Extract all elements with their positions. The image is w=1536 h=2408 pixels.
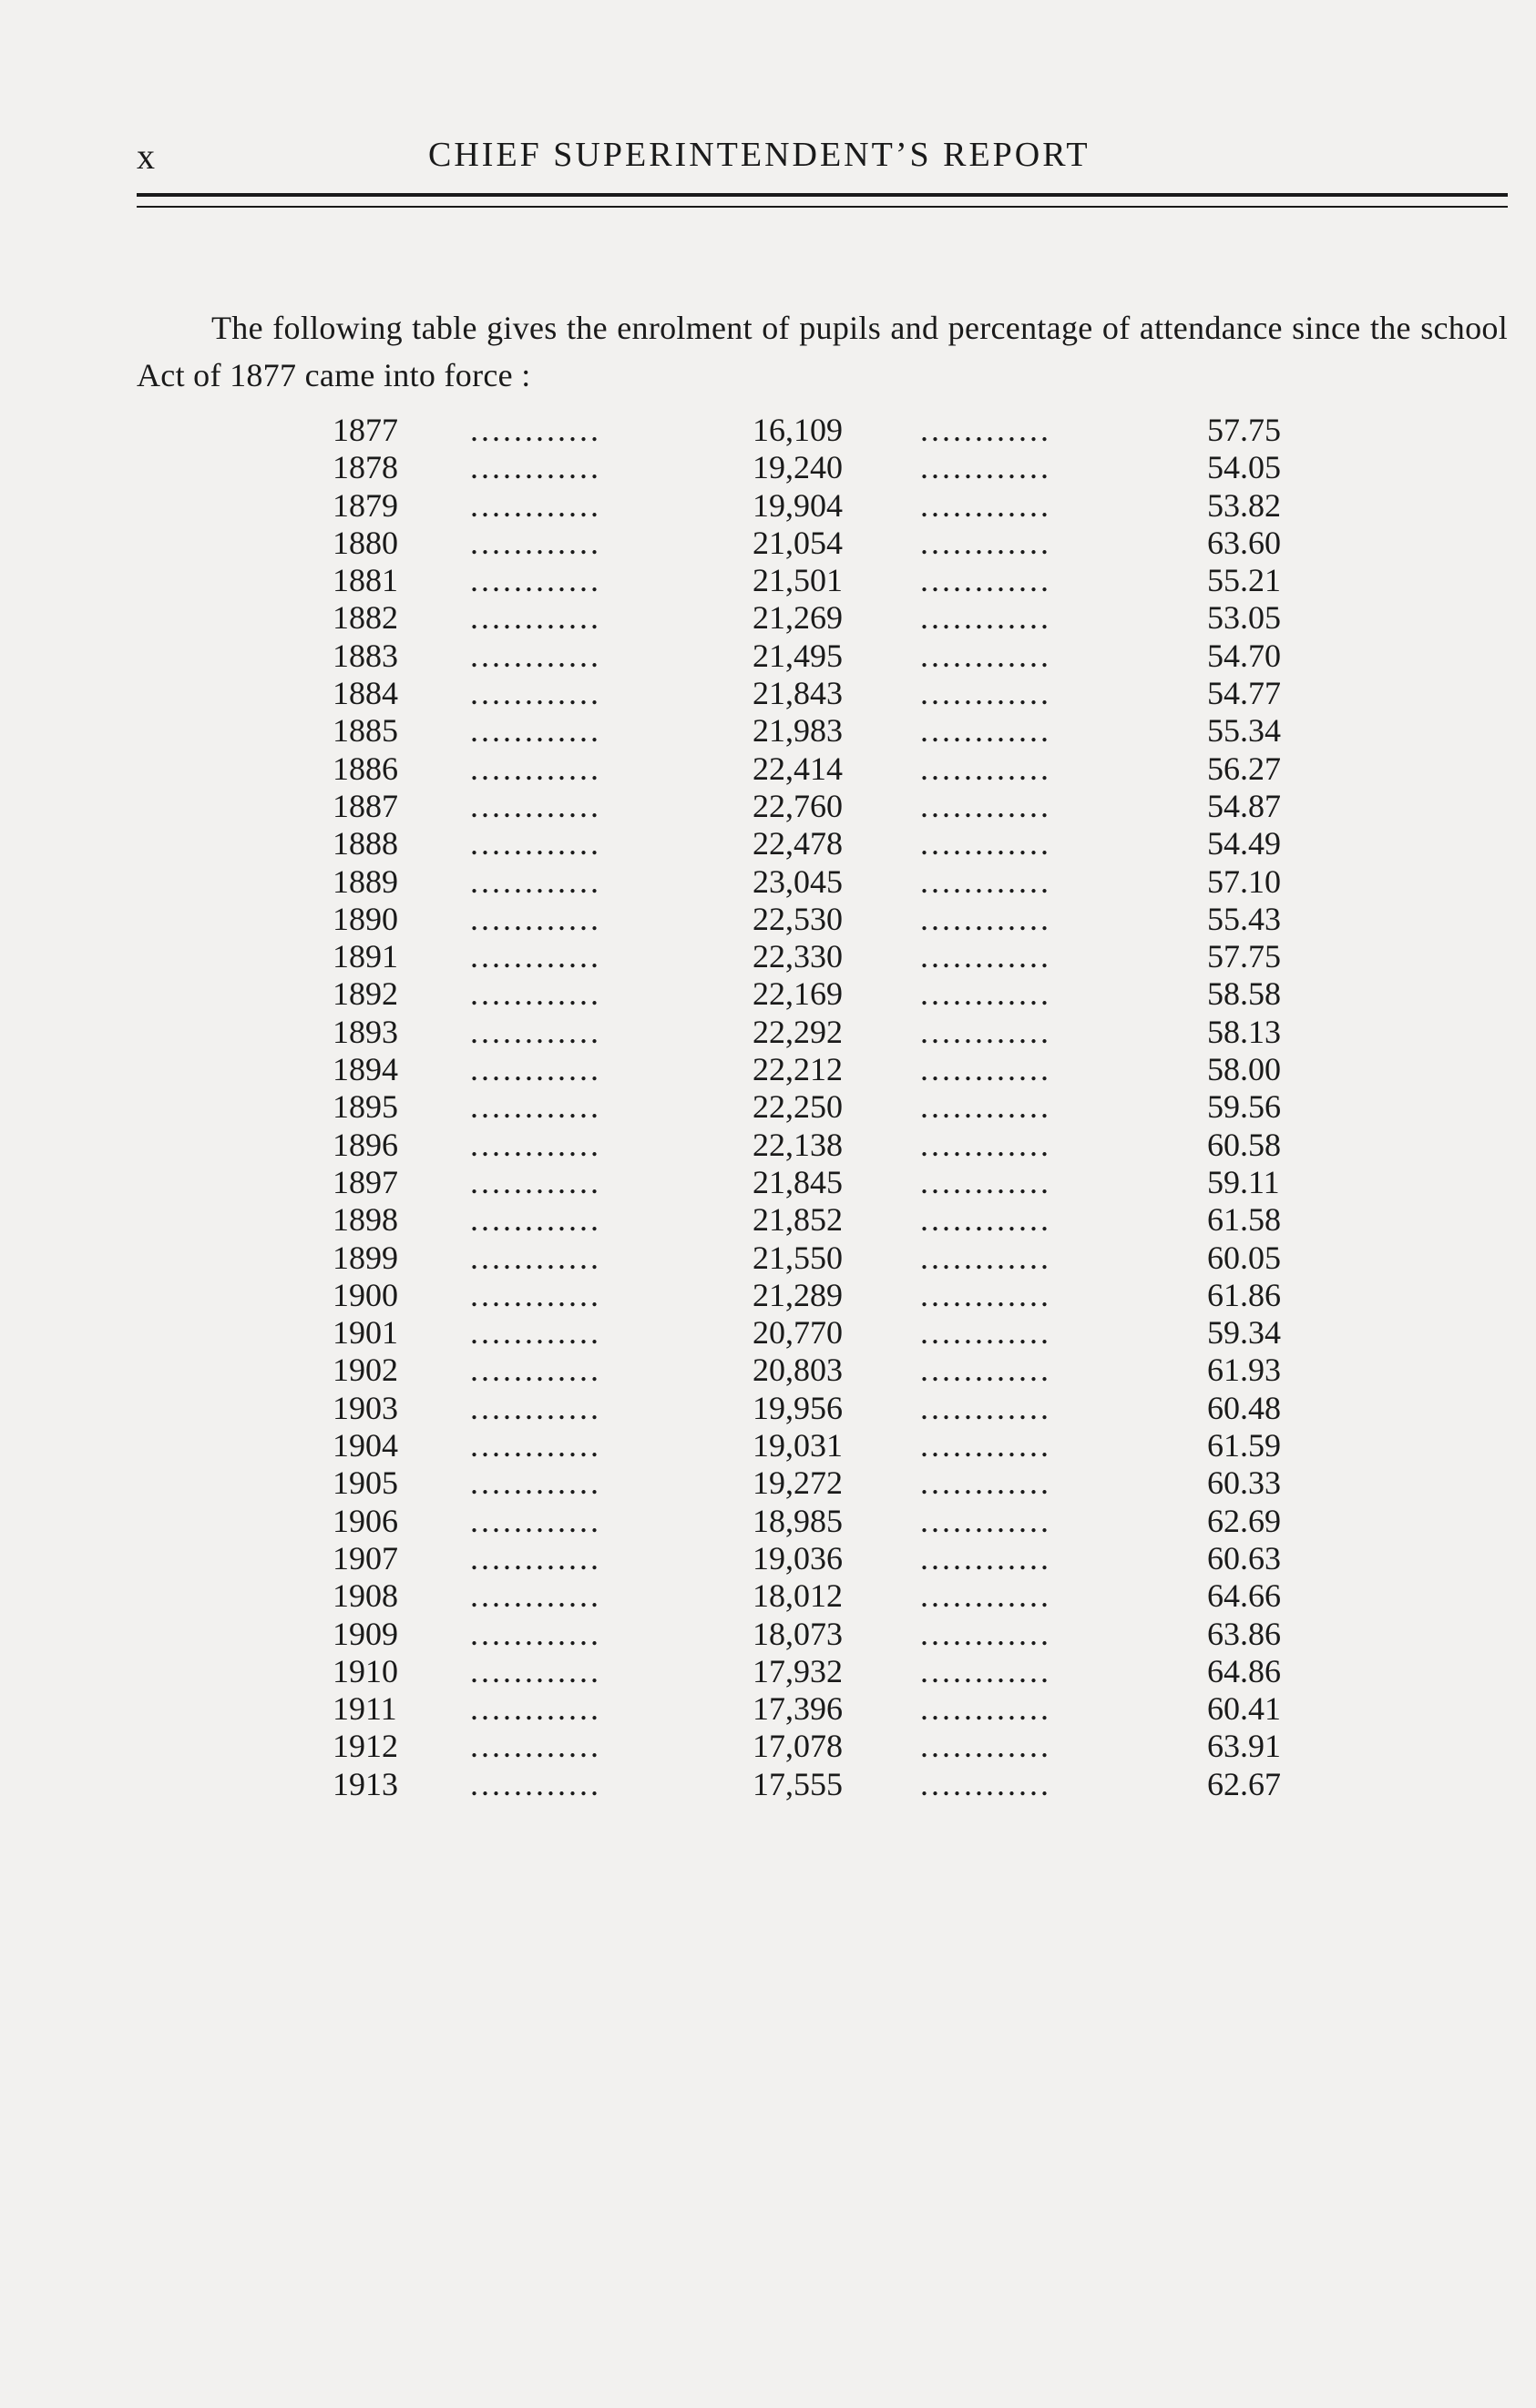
percentage-cell: 57.10 — [1207, 862, 1281, 900]
table-row — [0, 712, 1536, 750]
year-cell: 1880 — [333, 524, 398, 561]
table-row — [0, 525, 1536, 562]
enrolment-cell: 21,289 — [753, 1276, 843, 1313]
enrolment-cell: 21,843 — [753, 675, 843, 712]
year-cell: 1891 — [333, 938, 398, 975]
year-cell: 1896 — [333, 1126, 398, 1163]
table-row — [0, 638, 1536, 675]
table-row — [0, 487, 1536, 525]
dot-leader: ............ — [920, 1201, 1051, 1239]
dot-leader: ............ — [920, 1464, 1051, 1502]
year-cell: 1898 — [333, 1201, 398, 1239]
percentage-cell: 63.86 — [1207, 1615, 1281, 1652]
enrolment-cell: 21,054 — [753, 524, 843, 561]
year-cell: 1895 — [333, 1088, 398, 1126]
dot-leader: ............ — [920, 1088, 1051, 1126]
dot-leader: ............ — [470, 1728, 601, 1765]
dot-leader: ............ — [920, 975, 1051, 1013]
dot-leader: ............ — [920, 1615, 1051, 1652]
dot-leader: ............ — [470, 1427, 601, 1464]
enrolment-cell: 21,983 — [753, 712, 843, 750]
table-row — [0, 1164, 1536, 1201]
percentage-cell: 64.66 — [1207, 1577, 1281, 1615]
enrolment-cell: 19,904 — [753, 486, 843, 524]
enrolment-cell: 17,932 — [753, 1652, 843, 1689]
percentage-cell: 54.87 — [1207, 787, 1281, 824]
dot-leader: ............ — [920, 750, 1051, 787]
dot-leader: ............ — [920, 1577, 1051, 1615]
year-cell: 1894 — [333, 1051, 398, 1088]
table-row — [0, 675, 1536, 712]
percentage-cell: 60.05 — [1207, 1239, 1281, 1276]
enrolment-cell: 21,845 — [753, 1163, 843, 1200]
dot-leader: ............ — [920, 1163, 1051, 1200]
percentage-cell: 53.82 — [1207, 486, 1281, 524]
table-row — [0, 562, 1536, 599]
enrolment-cell: 19,956 — [753, 1389, 843, 1426]
table-row — [0, 449, 1536, 486]
dot-leader: ............ — [920, 599, 1051, 637]
dot-leader: ............ — [470, 1615, 601, 1652]
intro-paragraph: The following table gives the enrolment of pupils and percentage of attendance since the school Act of 1877 came into force : — [137, 310, 1508, 393]
year-cell: 1907 — [333, 1539, 398, 1576]
table-row — [0, 1427, 1536, 1464]
enrolment-cell: 18,985 — [753, 1502, 843, 1539]
page-number: x — [137, 136, 156, 177]
enrolment-cell: 16,109 — [753, 412, 843, 448]
dot-leader: ............ — [470, 562, 601, 599]
year-cell: 1904 — [333, 1427, 398, 1464]
percentage-cell: 63.91 — [1207, 1728, 1281, 1765]
dot-leader: ............ — [920, 562, 1051, 599]
percentage-cell: 64.86 — [1207, 1652, 1281, 1689]
year-cell: 1883 — [333, 637, 398, 674]
dot-leader: ............ — [920, 1539, 1051, 1576]
year-cell: 1900 — [333, 1276, 398, 1313]
year-cell: 1878 — [333, 449, 398, 486]
dot-leader: ............ — [470, 1126, 601, 1163]
table-row — [0, 1014, 1536, 1051]
enrolment-cell: 22,212 — [753, 1051, 843, 1088]
dot-leader: ............ — [470, 1652, 601, 1689]
table-row — [0, 1540, 1536, 1577]
dot-leader: ............ — [920, 1314, 1051, 1352]
table-row — [0, 1653, 1536, 1690]
enrolment-cell: 23,045 — [753, 862, 843, 900]
percentage-cell: 60.58 — [1207, 1126, 1281, 1163]
dot-leader: ............ — [470, 862, 601, 900]
percentage-cell: 59.11 — [1207, 1163, 1280, 1200]
enrolment-cell: 21,550 — [753, 1239, 843, 1276]
percentage-cell: 58.58 — [1207, 975, 1281, 1013]
percentage-cell: 53.05 — [1207, 599, 1281, 637]
dot-leader: ............ — [920, 1276, 1051, 1313]
year-cell: 1892 — [333, 975, 398, 1013]
percentage-cell: 55.21 — [1207, 562, 1281, 599]
enrolment-cell: 17,078 — [753, 1728, 843, 1765]
enrolment-cell: 21,269 — [753, 599, 843, 637]
year-cell: 1903 — [333, 1389, 398, 1426]
year-cell: 1909 — [333, 1615, 398, 1652]
percentage-cell: 61.93 — [1207, 1352, 1281, 1389]
dot-leader: ............ — [920, 1690, 1051, 1728]
year-cell: 1897 — [333, 1163, 398, 1200]
year-cell: 1905 — [333, 1464, 398, 1502]
enrolment-cell: 19,272 — [753, 1464, 843, 1502]
percentage-cell: 60.41 — [1207, 1690, 1281, 1728]
enrolment-cell: 20,770 — [753, 1314, 843, 1352]
table-row — [0, 825, 1536, 862]
year-cell: 1884 — [333, 675, 398, 712]
percentage-cell: 58.00 — [1207, 1051, 1281, 1088]
enrolment-cell: 17,555 — [753, 1765, 843, 1802]
table-row — [0, 1577, 1536, 1615]
table-row — [0, 1352, 1536, 1389]
table-row — [0, 901, 1536, 938]
percentage-cell: 56.27 — [1207, 750, 1281, 787]
dot-leader: ............ — [920, 1239, 1051, 1276]
year-cell: 1888 — [333, 825, 398, 862]
percentage-cell: 54.05 — [1207, 449, 1281, 486]
dot-leader: ............ — [470, 1690, 601, 1728]
table-row — [0, 975, 1536, 1013]
enrolment-cell: 18,073 — [753, 1615, 843, 1652]
year-cell: 1882 — [333, 599, 398, 637]
dot-leader: ............ — [470, 787, 601, 824]
dot-leader: ............ — [470, 750, 601, 787]
year-cell: 1908 — [333, 1577, 398, 1615]
dot-leader: ............ — [470, 1464, 601, 1502]
enrolment-cell: 21,852 — [753, 1201, 843, 1239]
dot-leader: ............ — [920, 1502, 1051, 1539]
dot-leader: ............ — [470, 1051, 601, 1088]
table-row — [0, 599, 1536, 637]
dot-leader: ............ — [470, 1765, 601, 1802]
dot-leader: ............ — [470, 486, 601, 524]
table-row — [0, 1051, 1536, 1088]
dot-leader: ............ — [470, 900, 601, 937]
year-cell: 1890 — [333, 900, 398, 937]
dot-leader: ............ — [920, 1728, 1051, 1765]
table-row — [0, 412, 1536, 449]
enrolment-cell: 17,396 — [753, 1690, 843, 1728]
dot-leader: ............ — [470, 1201, 601, 1239]
year-cell: 1910 — [333, 1652, 398, 1689]
enrolment-cell: 21,501 — [753, 562, 843, 599]
table-row — [0, 1616, 1536, 1653]
table-row — [0, 1728, 1536, 1765]
percentage-cell: 61.59 — [1207, 1427, 1281, 1464]
enrolment-cell: 21,495 — [753, 637, 843, 674]
enrolment-cell: 22,169 — [753, 975, 843, 1013]
dot-leader: ............ — [920, 1427, 1051, 1464]
table-row — [0, 1201, 1536, 1239]
dot-leader: ............ — [920, 938, 1051, 975]
dot-leader: ............ — [920, 675, 1051, 712]
dot-leader: ............ — [470, 1088, 601, 1126]
dot-leader: ............ — [470, 412, 601, 448]
enrolment-table — [0, 412, 1536, 1803]
table-row — [0, 750, 1536, 788]
enrolment-cell: 19,240 — [753, 449, 843, 486]
year-cell: 1886 — [333, 750, 398, 787]
enrolment-cell: 19,036 — [753, 1539, 843, 1576]
table-row — [0, 1690, 1536, 1728]
dot-leader: ............ — [470, 938, 601, 975]
dot-leader: ............ — [470, 1276, 601, 1313]
year-cell: 1889 — [333, 862, 398, 900]
table-row — [0, 1766, 1536, 1803]
year-cell: 1885 — [333, 712, 398, 750]
year-cell: 1893 — [333, 1013, 398, 1050]
dot-leader: ............ — [470, 825, 601, 862]
enrolment-cell: 22,250 — [753, 1088, 843, 1126]
enrolment-cell: 22,330 — [753, 938, 843, 975]
enrolment-cell: 19,031 — [753, 1427, 843, 1464]
dot-leader: ............ — [470, 1577, 601, 1615]
year-cell: 1877 — [333, 412, 398, 448]
enrolment-cell: 22,292 — [753, 1013, 843, 1050]
dot-leader: ............ — [470, 712, 601, 750]
percentage-cell: 54.70 — [1207, 637, 1281, 674]
dot-leader: ............ — [920, 712, 1051, 750]
dot-leader: ............ — [470, 1502, 601, 1539]
table-row — [0, 1127, 1536, 1164]
enrolment-cell: 22,414 — [753, 750, 843, 787]
enrolment-cell: 18,012 — [753, 1577, 843, 1615]
dot-leader: ............ — [470, 1163, 601, 1200]
year-cell: 1902 — [333, 1352, 398, 1389]
dot-leader: ............ — [920, 862, 1051, 900]
dot-leader: ............ — [470, 1013, 601, 1050]
dot-leader: ............ — [920, 825, 1051, 862]
dot-leader: ............ — [920, 486, 1051, 524]
dot-leader: ............ — [920, 412, 1051, 448]
table-row — [0, 1088, 1536, 1126]
dot-leader: ............ — [920, 1389, 1051, 1426]
dot-leader: ............ — [920, 787, 1051, 824]
enrolment-cell: 20,803 — [753, 1352, 843, 1389]
dot-leader: ............ — [470, 524, 601, 561]
running-head: CHIEF SUPERINTENDENT’S REPORT — [428, 136, 1091, 174]
year-cell: 1901 — [333, 1314, 398, 1352]
dot-leader: ............ — [920, 1352, 1051, 1389]
dot-leader: ............ — [470, 1539, 601, 1576]
year-cell: 1881 — [333, 562, 398, 599]
year-cell: 1879 — [333, 486, 398, 524]
table-row — [0, 1314, 1536, 1352]
year-cell: 1899 — [333, 1239, 398, 1276]
percentage-cell: 61.86 — [1207, 1276, 1281, 1313]
table-row — [0, 1277, 1536, 1314]
percentage-cell: 61.58 — [1207, 1201, 1281, 1239]
percentage-cell: 57.75 — [1207, 412, 1281, 448]
dot-leader: ............ — [920, 1051, 1051, 1088]
dot-leader: ............ — [470, 975, 601, 1013]
table-row — [0, 1503, 1536, 1540]
enrolment-cell: 22,138 — [753, 1126, 843, 1163]
percentage-cell: 55.34 — [1207, 712, 1281, 750]
percentage-cell: 54.77 — [1207, 675, 1281, 712]
dot-leader: ............ — [470, 599, 601, 637]
percentage-cell: 59.56 — [1207, 1088, 1281, 1126]
percentage-cell: 59.34 — [1207, 1314, 1281, 1352]
dot-leader: ............ — [920, 1126, 1051, 1163]
header-rule-thin — [137, 206, 1508, 208]
percentage-cell: 60.33 — [1207, 1464, 1281, 1502]
dot-leader: ............ — [470, 1389, 601, 1426]
table-row — [0, 863, 1536, 901]
dot-leader: ............ — [920, 1765, 1051, 1802]
dot-leader: ............ — [470, 675, 601, 712]
dot-leader: ............ — [920, 449, 1051, 486]
dot-leader: ............ — [470, 1314, 601, 1352]
dot-leader: ............ — [470, 1239, 601, 1276]
table-row — [0, 1390, 1536, 1427]
percentage-cell: 57.75 — [1207, 938, 1281, 975]
table-row — [0, 1464, 1536, 1502]
dot-leader: ............ — [470, 449, 601, 486]
year-cell: 1912 — [333, 1728, 398, 1765]
enrolment-cell: 22,530 — [753, 900, 843, 937]
header-rule-thick — [137, 193, 1508, 197]
percentage-cell: 54.49 — [1207, 825, 1281, 862]
dot-leader: ............ — [920, 900, 1051, 937]
percentage-cell: 58.13 — [1207, 1013, 1281, 1050]
percentage-cell: 62.69 — [1207, 1502, 1281, 1539]
percentage-cell: 60.63 — [1207, 1539, 1281, 1576]
enrolment-cell: 22,760 — [753, 787, 843, 824]
dot-leader: ............ — [920, 524, 1051, 561]
table-row — [0, 788, 1536, 825]
year-cell: 1911 — [333, 1690, 397, 1728]
percentage-cell: 55.43 — [1207, 900, 1281, 937]
percentage-cell: 60.48 — [1207, 1389, 1281, 1426]
table-row — [0, 1240, 1536, 1277]
dot-leader: ............ — [470, 1352, 601, 1389]
year-cell: 1887 — [333, 787, 398, 824]
table-row — [0, 938, 1536, 975]
dot-leader: ............ — [920, 1652, 1051, 1689]
percentage-cell: 62.67 — [1207, 1765, 1281, 1802]
year-cell: 1913 — [333, 1765, 398, 1802]
enrolment-cell: 22,478 — [753, 825, 843, 862]
dot-leader: ............ — [920, 637, 1051, 674]
dot-leader: ............ — [470, 637, 601, 674]
year-cell: 1906 — [333, 1502, 398, 1539]
percentage-cell: 63.60 — [1207, 524, 1281, 561]
dot-leader: ............ — [920, 1013, 1051, 1050]
